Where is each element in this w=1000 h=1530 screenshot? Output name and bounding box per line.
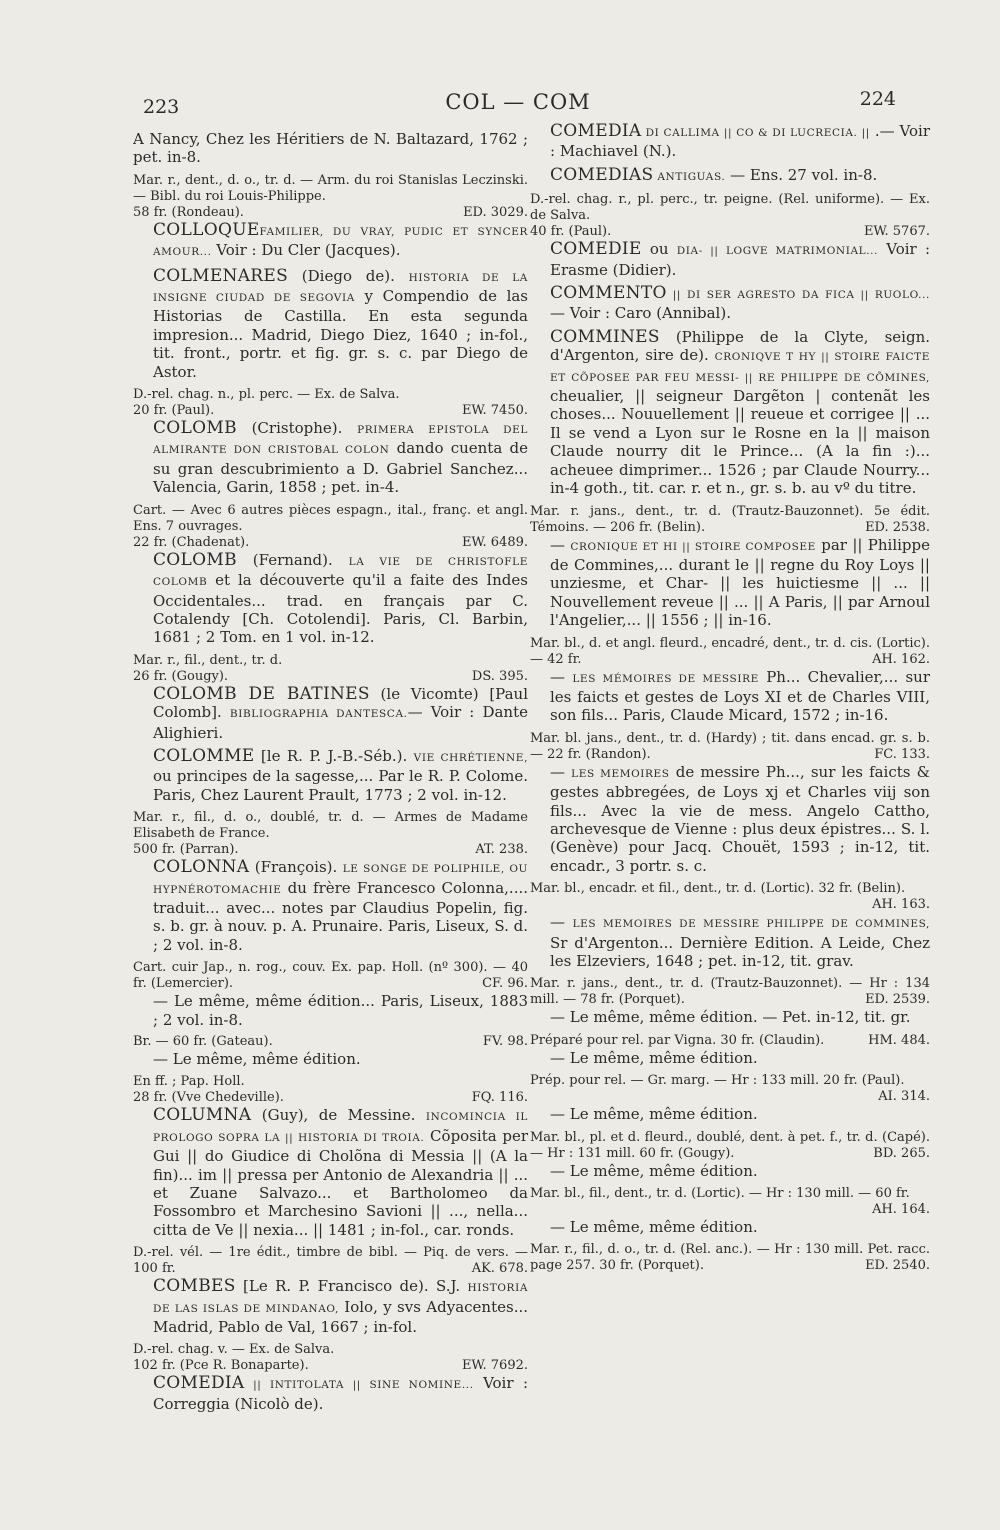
entry-text: —	[550, 913, 573, 932]
entry-text: Mar. bl., fil., dent., tr. d. (Lortic). — Hr : 130 mill. — 60 fr.	[530, 1186, 910, 1202]
entry-text: (Fernand).	[236, 550, 349, 569]
entry-text: Mar. bl. jans., dent., tr. d. (Hardy) ; tit. dans encad. gr. s. b. — 22 fr. (Randon).	[530, 730, 930, 762]
sale-info: 22 fr. (Chadenat).	[133, 534, 250, 550]
entry	[133, 267, 528, 381]
entry-text: (Guy), de Messine.	[251, 1106, 426, 1125]
small-caps-title: LA VIE DE CHRISTOFLE COLOMB	[153, 555, 528, 589]
price-line	[133, 1034, 528, 1050]
entry-text: [le R. P. J.-B.-Séb.).	[254, 746, 414, 765]
entry-note	[133, 503, 528, 535]
headword: COLOMME	[153, 745, 255, 766]
page-number-left: 223	[143, 96, 180, 118]
entry-text: (Philippe de la Clyte, seign. d'Argenton, sire de).	[550, 327, 930, 365]
entry-text: D.-rel. vél. — 1re édit., timbre de bibl. — Piq. de vers. — 100 fr.	[133, 1245, 528, 1277]
entry-text: —	[550, 535, 571, 554]
entry	[530, 328, 930, 498]
spacer	[133, 1239, 528, 1244]
price-line	[133, 1358, 528, 1374]
entry-continuation	[133, 130, 528, 167]
entry-text: Iolo, y svs Adyacentes... Madrid, Pablo de Val, 1667 ; in-fol.	[153, 1297, 528, 1337]
headword: COLLOQUE	[153, 219, 260, 240]
price-line	[133, 669, 528, 685]
spacer	[133, 647, 528, 652]
entry-text: Préparé pour rel. par Vigna. 30 fr. (Claudin).	[530, 1032, 825, 1048]
entry-note	[530, 636, 930, 668]
spacer	[530, 1124, 930, 1129]
entry-text: Mar. r., fil., dent., tr. d.	[133, 652, 283, 668]
entry-text: par || Philippe de Commines,... durant le || regne du Roy Loys || unziesme, et Char- || les huictiesme || ... || Nouvellement reveue || ... || A Paris, || par Arnoul l'Angelier,... || 1556 ; || in-16.	[550, 535, 930, 630]
entry-text: (Diego de).	[288, 266, 409, 285]
sale-info: 40 fr. (Paul).	[530, 224, 612, 240]
spacer	[530, 875, 930, 880]
small-caps-title: LE SONGE DE POLIPHILE, OU HYPNÉROTOMACHIE	[153, 863, 528, 896]
entry	[530, 668, 930, 725]
entry-text: —	[550, 762, 572, 781]
entry-text: En ff. ; Pap. Holl.	[133, 1074, 245, 1090]
small-caps-title: BIBLIOGRAPHIA DANTESCA.	[229, 708, 408, 721]
catalogue-ref: EW. 5767.	[863, 224, 930, 240]
entry-note	[530, 1130, 930, 1162]
entry-text: Voir : Erasme (Didier).	[550, 240, 930, 279]
catalogue-ref: EW. 7450.	[461, 403, 528, 419]
entry-text: cheualier, || seigneur Dargẽton | contenãt les choses... Nouuellement || reueue et corrigee || ... Il se vend a Lyon sur le Rosne en la || maison Claude nourry dit le Prince... (A la fin :)... acheuee dimprimer... 1526 ; par Claude Nourry... in-4 goth., tit. car. r. et n., gr. s. b. au vº du titre.	[550, 387, 930, 498]
small-caps-title: INCOMINCIА IL PROLOGO SOPRA LA || HISTORIA DI TROIA.	[153, 1111, 528, 1144]
entry-text: Mar. r., fil., d. o., tr. d. (Rel. anc.). — Hr : 130 mill. Pet. racc. page 257. 30 fr. (Porquet).	[530, 1242, 930, 1274]
headword: COMEDIAS	[550, 164, 654, 185]
entry-note	[133, 173, 528, 205]
entry	[530, 240, 930, 279]
catalogue-ref: FV. 98.	[482, 1034, 528, 1049]
small-caps-title: PRIMERA EPISTOLA DEL ALMIRANTE DON CRISTOBAL COLON	[153, 424, 528, 457]
entry-text: (François).	[249, 858, 343, 877]
entry	[133, 992, 528, 1029]
spacer	[133, 497, 528, 502]
spacer	[133, 804, 528, 809]
price-line	[133, 205, 528, 221]
spacer	[133, 1336, 528, 1341]
entry	[530, 536, 930, 630]
spacer	[133, 381, 528, 386]
sale-info: 26 fr. (Gougy).	[133, 668, 229, 684]
entry-text: — Le même, même édition... Paris, Liseux, 1883 ; 2 vol. in-8.	[153, 992, 528, 1029]
catalogue-ref: FQ. 116.	[471, 1090, 528, 1106]
sale-info: 28 fr. (Vve Chedeville).	[133, 1090, 284, 1106]
entry-text: Cart. — Avec 6 autres pièces espagn., ital., franç. et angl. Ens. 7 ouvrages.	[133, 502, 528, 534]
small-caps-title: || DI SER AGRESTO DA FICA || RUOLO...	[666, 289, 930, 302]
catalogue-ref: ED. 2540.	[865, 1258, 930, 1274]
entry-text: dando cuenta de su gran descubrimiento a D. Gabriel Sanchez... Valencia, Garin, 1858 ; pet. in-4.	[153, 439, 528, 497]
catalogue-ref: HM. 484.	[868, 1032, 930, 1048]
entry-note	[133, 1245, 528, 1277]
sale-info: Br. — 60 fr. (Gateau).	[133, 1034, 273, 1049]
sale-info: 102 fr. (Pce R. Bonaparte).	[133, 1358, 309, 1374]
sale-info: 500 fr. (Parran).	[133, 842, 239, 858]
headword: COMMENTO	[550, 283, 667, 304]
entry-text: D.-rel. chag. n., pl. perc. — Ex. de Salva.	[133, 387, 400, 403]
entry-text: D.-rel. chag. r., pl. perc., tr. peigne. (Rel. uniforme). — Ex. de Salva.	[530, 192, 930, 224]
entry-text: y Compendio de las Historias de Castilla. En esta segunda impresion... Madrid, Diego Diez, 1640 ; in-fol., tit. front., portr. et fig. gr. s. c. par Diego de Astor.	[153, 287, 528, 381]
entry	[530, 763, 930, 875]
entry-text: — Voir : Caro (Annibal).	[550, 304, 731, 323]
entry	[133, 685, 528, 742]
spacer	[530, 1027, 930, 1032]
sale-info: 58 fr. (Rondeau).	[133, 204, 244, 220]
left-column	[133, 130, 528, 1420]
sale-info: 20 fr. (Paul).	[133, 403, 215, 419]
headword: COMBES	[153, 1276, 236, 1297]
entry	[530, 913, 930, 970]
spacer	[530, 1236, 930, 1241]
entry-note	[133, 810, 528, 842]
catalogue-ref: DS. 395.	[471, 668, 528, 684]
spacer	[530, 1067, 930, 1072]
entry-text: Voir : Correggia (Nicolò de).	[153, 1374, 528, 1413]
entry	[530, 1049, 930, 1067]
entry	[530, 166, 930, 186]
entry-note	[530, 1073, 930, 1105]
catalogue-ref: AI. 314.	[878, 1089, 930, 1105]
entry-text: (le Vicomte) [Paul Colomb].	[153, 684, 528, 722]
catalogue-ref: AH. 164.	[872, 1202, 930, 1218]
entry-text: Mar. bl., pl. et d. fleurd., doublé, dent. à pet. f., tr. d. (Capé). — Hr : 131 mill. 60 fr. (Gougy).	[530, 1129, 930, 1161]
entry-text: de messire Ph..., sur les faicts & gestes abbregées, de Loys xj et Charles viij son fils... Avec la vie de mess. Angelo Cattho, archevesque de Vienne : plus deux épistres... S. l. (Genève) pour Jacq. Chouët, 1593 ; in-12, tit. encadr., 3 portr. s. c.	[550, 762, 930, 875]
entry-note	[530, 504, 930, 536]
entry-text: — Le même, même édition.	[550, 1218, 758, 1237]
entry	[530, 1105, 930, 1123]
entry-text: Mar. r., fil., d. o., doublé, tr. d. — Armes de Madame Elisabeth de France.	[133, 810, 528, 842]
entry-text: Prép. pour rel. — Gr. marg. — Hr : 133 mill. 20 fr. (Paul).	[530, 1073, 905, 1089]
small-caps-title: HISTORIA DE LAS ISLAS DE MINDANAO,	[153, 1282, 528, 1315]
running-title: COL — COM	[445, 90, 591, 114]
entry	[133, 419, 528, 497]
headword: COLOMB DE BATINES	[153, 683, 370, 704]
spacer	[133, 167, 528, 172]
entry	[133, 747, 528, 804]
entry-text: — Ens. 27 vol. in-8.	[725, 165, 878, 184]
entry-text: —	[550, 667, 573, 686]
entry	[133, 1374, 528, 1413]
catalogue-ref: FC. 133.	[874, 746, 930, 762]
price-line	[133, 403, 528, 419]
entry-text: Ph... Chevalier,... sur les faicts et gestes de Loys XI et de Charles VIII, son fils... Paris, Claude Micard, 1572 ; in-16.	[550, 667, 930, 725]
catalogue-ref: ED. 3029.	[463, 204, 528, 220]
entry-note	[530, 192, 930, 224]
catalogue-ref: AH. 163.	[872, 897, 930, 913]
entry	[133, 221, 528, 262]
catalogue-ref: EW. 6489.	[461, 534, 528, 550]
entry-text: — Le même, même édition. — Pet. in-12, tit. gr.	[550, 1008, 911, 1027]
entry-text: ou	[641, 240, 677, 259]
entry-text: Mar. bl., encadr. et fil., dent., tr. d. (Lortic). 32 fr. (Belin).	[530, 881, 906, 897]
headword: COMEDIA	[550, 122, 642, 141]
headword: COLONNA	[153, 857, 250, 878]
small-caps-title: DIA- || LOGVE MATRIMONIAL...	[676, 245, 879, 258]
entry-text: Mar. r. jans., dent., tr. d. (Trautz-Bauzonnet). 5e édit. Témoins. — 206 fr. (Belin).	[530, 503, 930, 535]
catalogue-ref: AT. 238.	[475, 842, 528, 858]
price-line	[133, 1090, 528, 1106]
price-line	[133, 842, 528, 858]
entry-note	[530, 1033, 930, 1049]
entry-note	[133, 1074, 528, 1090]
small-caps-title: || INTITOLATA || SINE NOMINE...	[244, 1379, 474, 1392]
entry-text: A Nancy, Chez les Héritiers de N. Baltazard, 1762 ; pet. in-8.	[133, 130, 528, 167]
entry-text: Cart. cuir Jap., n. rog., couv. Ex. pap. Holl. (nº 300). — 40 fr. (Lemercier).	[133, 960, 528, 992]
entry	[530, 122, 930, 161]
entry-note	[530, 731, 930, 763]
entry-note	[133, 653, 528, 669]
spacer	[530, 630, 930, 635]
entry	[530, 1008, 930, 1026]
small-caps-title: CRONIQUE ET HI || STOIRE COMPOSEE	[570, 540, 816, 553]
small-caps-title: HISTORIA DE LA INSIGNE CIUDAD DE SEGOVIA	[153, 271, 528, 305]
entry	[133, 1277, 528, 1336]
entry-text: Voir : Du Cler (Jacques).	[211, 241, 401, 260]
entry-text: Cõposita per Gui || do Giudice di Cholõna di Messia || (A la fin)... im || pressa per Antonio de Alexandria || ... et Zuane Salvazo... et Bartholomeo da Fossombro et Marchesino Savioni || ..., nella... citta de Ve || nexia... || 1481 ; in-fol., car. ronds.	[153, 1126, 528, 1239]
entry-note	[530, 881, 930, 913]
spacer	[530, 186, 930, 191]
small-caps-title: LES MEMOIRES	[571, 767, 670, 780]
entry-note	[530, 976, 930, 1008]
spacer	[530, 498, 930, 503]
entry	[133, 858, 528, 954]
entry-text: .— Voir : Machiavel (N.).	[550, 122, 930, 161]
page-number-right: 224	[859, 88, 896, 110]
entry-note	[133, 387, 528, 403]
small-caps-title: ANTIGUAS.	[653, 170, 726, 183]
entry-text: — Le même, même édition.	[153, 1050, 361, 1068]
entry	[530, 284, 930, 323]
headword: COLUMNA	[153, 1105, 252, 1126]
entry-note	[133, 1342, 528, 1358]
catalogue-ref: AK. 678.	[471, 1261, 528, 1277]
entry-text: Mar. r., dent., d. o., tr. d. — Arm. du roi Stanislas Leczinski. — Bibl. du roi Louis-Philippe.	[133, 172, 528, 204]
catalogue-ref: ED. 2538.	[865, 519, 930, 535]
small-caps-title: FAMILIER, DU VRAY, PUDIC ET SYNCER AMOUR...	[153, 225, 528, 259]
entry-text: — Le même, même édition.	[550, 1105, 758, 1124]
entry-text: Sr d'Argenton... Dernière Edition. A Leide, Chez les Elzeviers, 1648 ; pet. in-12, tit. grav.	[550, 933, 930, 970]
catalogue-ref: BD. 265.	[873, 1145, 930, 1161]
entry-note	[133, 960, 528, 992]
entry-text: du frère Francesco Colonna,.... traduit... avec... notes par Claudius Popelin, fig. s. b. gr. à nouv. p. A. Prunaire. Paris, Liseux, S. d. ; 2 vol. in-8.	[153, 878, 528, 954]
entry	[530, 1162, 930, 1180]
spacer	[530, 970, 930, 975]
entry-text: — Le même, même édition.	[550, 1161, 758, 1180]
spacer	[133, 954, 528, 959]
entry-text: [Le R. P. Francisco de). S.J.	[235, 1277, 468, 1296]
spacer	[133, 1413, 528, 1418]
entry-text: et la découverte qu'il a faite des Indes Occidentales... trad. en français par C. Cotalendy [Ch. Cotolendi]. Paris, Cl. Barbin, 1681 ; 2 Tom. en 1 vol. in-12.	[153, 571, 528, 647]
entry-text: Mar. r. jans., dent., tr. d. (Trautz-Bauzonnet). — Hr : 134 mill. — 78 fr. (Porquet).	[530, 976, 930, 1008]
headword: COMEDIE	[550, 239, 642, 260]
catalogue-ref: EW. 7692.	[461, 1358, 528, 1374]
entry	[530, 1218, 930, 1236]
entry-text: ou principes de la sagesse,... Par le R. P. Colome. Paris, Chez Laurent Prault, 1773 ; 2 vol. in-12.	[153, 767, 528, 804]
spacer	[133, 1068, 528, 1073]
small-caps-title: DI CALLIMA || CO & DI LUCRECIA. ||	[641, 127, 870, 139]
entry	[133, 1050, 528, 1068]
price-line	[530, 224, 930, 240]
small-caps-title: LES MEMOIRES DE MESSIRE PHILIPPE DE COMMINES,	[572, 918, 930, 931]
small-caps-title: VIE CHRÉTIENNE,	[413, 751, 528, 764]
headword: COMMINES	[550, 326, 660, 347]
headword: COLOMB	[153, 549, 237, 570]
small-caps-title: LES MÉMOIRES DE MESSIRE	[572, 672, 759, 685]
price-line	[133, 535, 528, 551]
small-caps-title: CRONIQVE Τ HY || STOIRE FAICTE ET CÕPOSEE PAR FEU MESSI- || RE PHILIPPE DE CÕMINES,	[550, 351, 930, 384]
headword: COLOMB	[153, 418, 237, 439]
entry-note	[530, 1186, 930, 1218]
catalogue-ref: CF. 96.	[482, 976, 528, 992]
spacer	[530, 725, 930, 730]
right-column	[530, 122, 930, 1412]
entry-text: D.-rel. chag. v. — Ex. de Salva.	[133, 1342, 335, 1358]
headword: COLMENARES	[153, 265, 289, 286]
entry-text: (Cristophe).	[236, 419, 358, 438]
catalogue-ref: AH. 162.	[872, 651, 930, 667]
entry	[133, 1106, 528, 1239]
catalogue-ref: ED. 2539.	[865, 992, 930, 1008]
spacer	[530, 1180, 930, 1185]
headword: COMEDIA	[153, 1373, 245, 1394]
entry-text: — Le même, même édition.	[550, 1048, 758, 1067]
entry-note	[530, 1242, 930, 1274]
entry-text: Mar. bl., d. et angl. fleurd., encadré, dent., tr. d. cis. (Lortic). — 42 fr.	[530, 635, 930, 667]
entry	[133, 551, 528, 647]
entry-text: — Voir : Dante Alighieri.	[153, 703, 528, 742]
